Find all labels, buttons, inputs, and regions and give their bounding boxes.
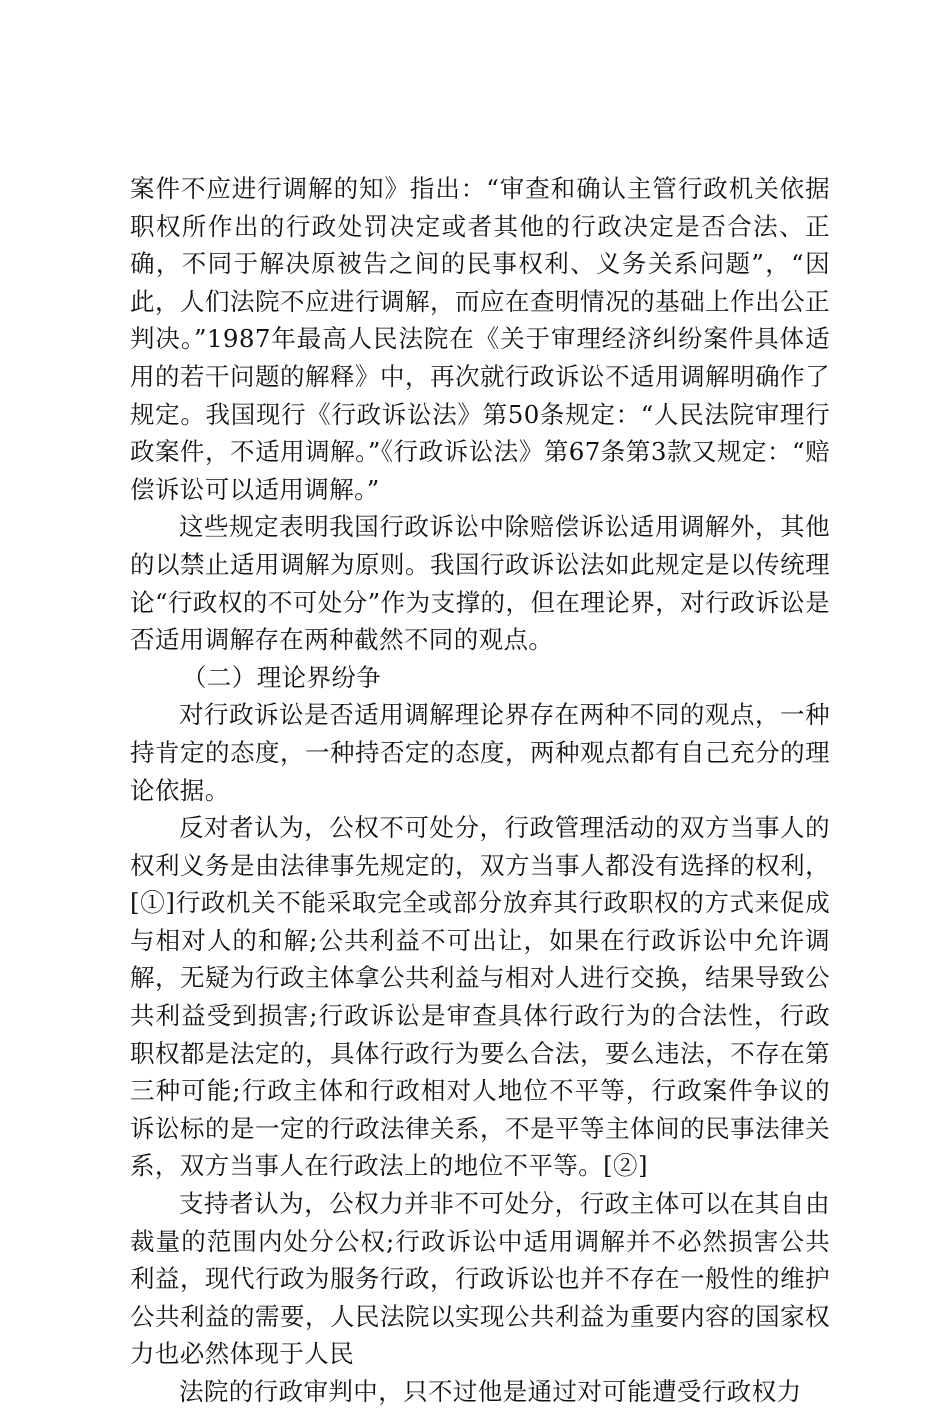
paragraph: 案件不应进行调解的知》指出：“审查和确认主管行政机关依据职权所作出的行政处罚决定或者其他的行政决定是否合法、正确，不同于解决原被告之间的民事权利、义务关系问题”，“因此，人们法院不应进行调解，而应在查明情况的基础上作出公正判决。”1987年最高人民法院在《关于审理经济纠纷案件具体适用的若干问题的解释》中，再次就行政诉讼不适用调解明确作了规定。我国现行《行政诉讼法》第50条规定：“人民法院审理行政案件，不适用调解。”《行政诉讼法》第67条第3款又规定：“赔偿诉讼可以适用调解。” [130, 174, 830, 504]
paragraph: 支持者认为，公权力并非不可处分，行政主体可以在其自由裁量的范围内处分公权;行政诉讼中适用调解并不必然损害公共利益，现代行政为服务行政，行政诉讼也并不存在一般性的维护公共利益的需要，人民法院以实现公共利益为重要内容的国家权力也必然体现于人民 [130, 1189, 830, 1369]
document-body [130, 170, 830, 1411]
paragraph: 反对者认为，公权不可处分，行政管理活动的双方当事人的权利义务是由法律事先规定的，双方当事人都没有选择的权利，[①]行政机关不能采取完全或部分放弃其行政职权的方式来促成与相对人的和解;公共利益不可出让，如果在行政诉讼中允许调解，无疑为行政主体拿公共利益与相对人进行交换，结果导致公共利益受到损害;行政诉讼是审查具体行政行为的合法性，行政职权都是法定的，具体行政行为要么合法，要么违法，不存在第三种可能;行政主体和行政相对人地位不平等，行政案件争议的诉讼标的是一定的行政法律关系，不是平等主体间的民事法律关系，双方当事人在行政法上的地位不平等。[②] [130, 813, 830, 1181]
paragraph: 这些规定表明我国行政诉讼中除赔偿诉讼适用调解外，其他的以禁止适用调解为原则。我国行政诉讼法如此规定是以传统理论“行政权的不可处分”作为支撑的，但在理论界，对行政诉讼是否适用调解存在两种截然不同的观点。 [130, 512, 830, 655]
paragraph: 法院的行政审判中，只不过他是通过对可能遭受行政权力 [179, 1377, 802, 1406]
section-heading: （二）理论界纷争 [182, 662, 382, 692]
paragraph: 对行政诉讼是否适用调解理论界存在两种不同的观点，一种持肯定的态度，一种持否定的态度，两种观点都有自己充分的理论依据。 [130, 700, 830, 805]
